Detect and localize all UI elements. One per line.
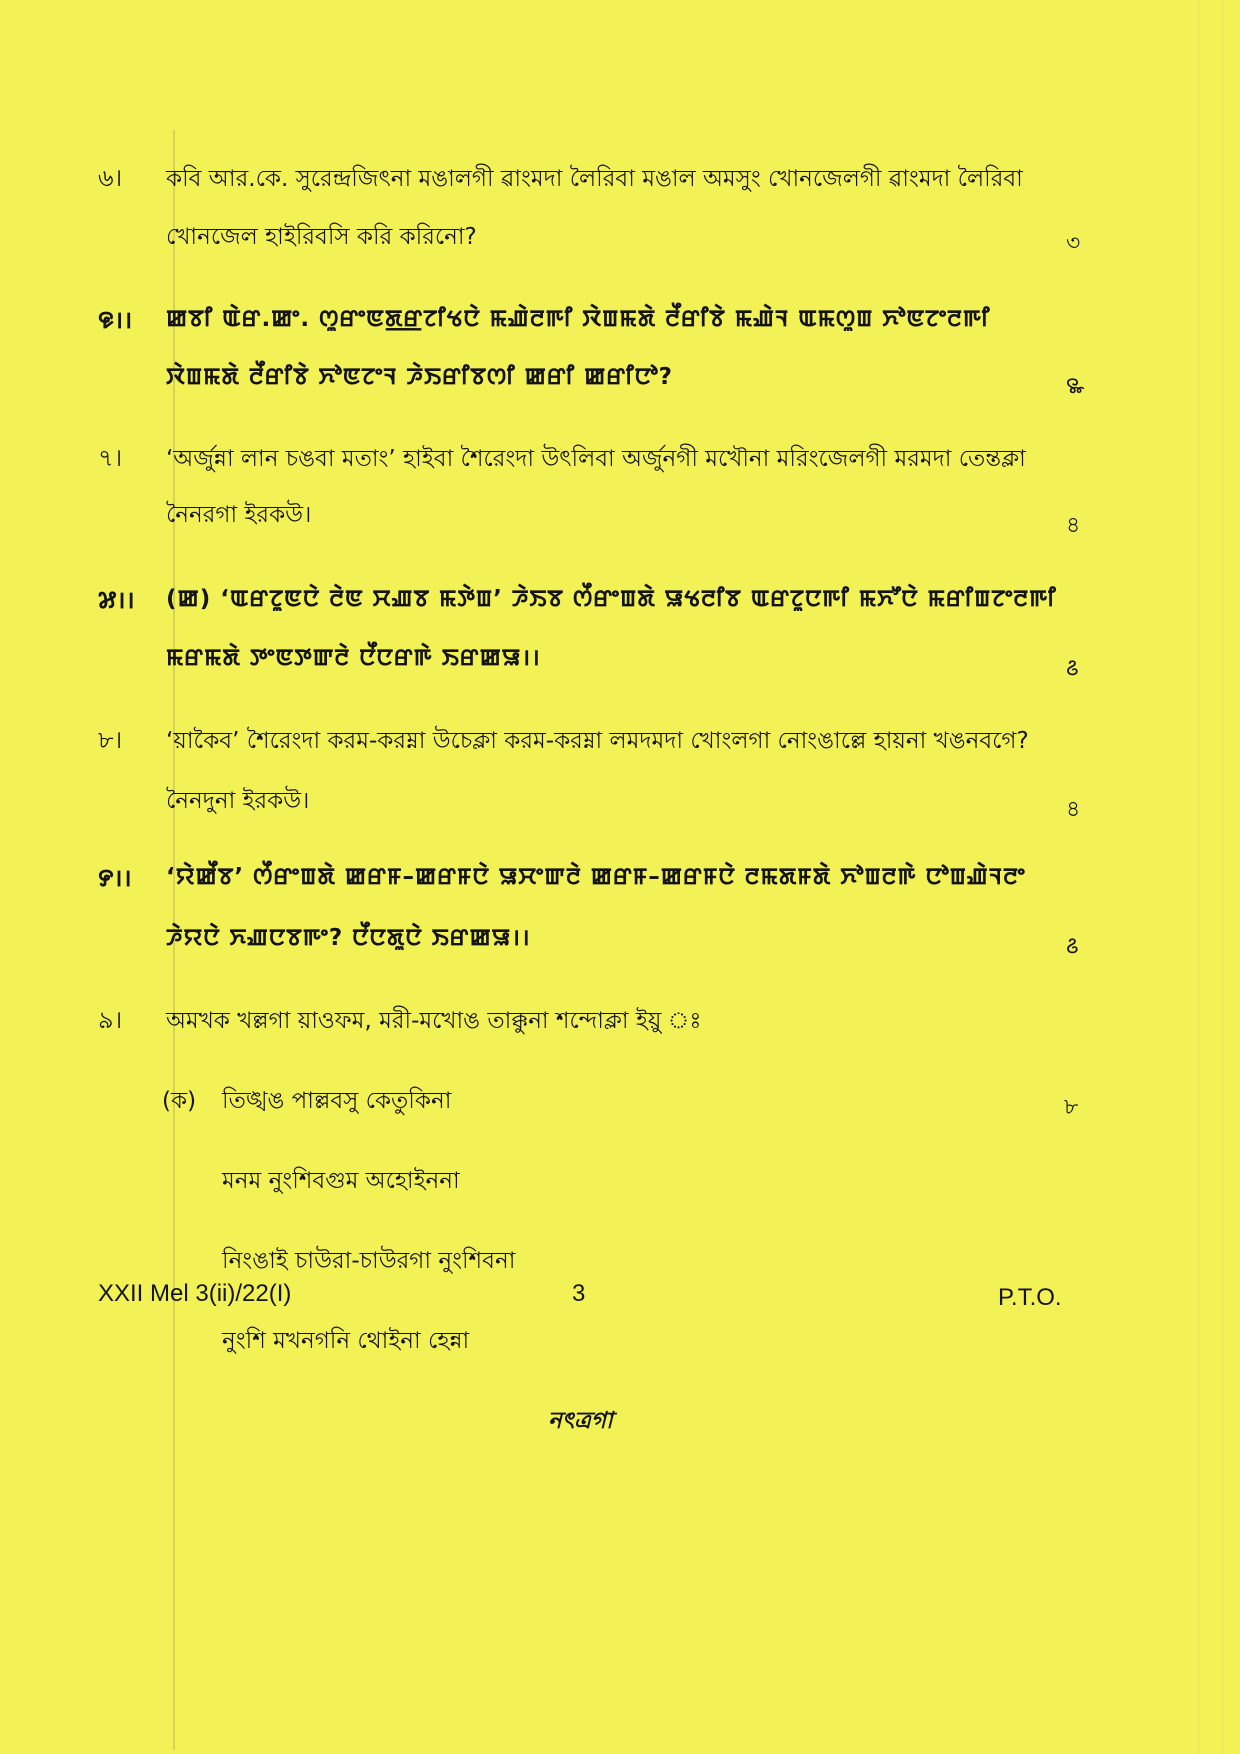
question-number: ৬। bbox=[98, 164, 123, 192]
footer-code: XXII Mel 3(ii)/22(I) bbox=[98, 1280, 292, 1307]
question-line: ‘অর্জুন্না লান চঙবা মতাং’ হাইবা শৈরেংদা উৎলিবা অর্জুনগী মখৌনা মরিংজেলগী মরমদা তেন্তক্লা bbox=[166, 446, 1026, 472]
bleed-through-line bbox=[1198, 0, 1199, 1754]
question-number: ꯸।। bbox=[98, 864, 132, 892]
question-line: ꯀꯕꯤ ꯑꯥꯔ.ꯀꯦ. ꯁꯨꯔꯦꯟꯗ꯭ꯔꯖꯤꯠꯅꯥ ꯃꯉꯥꯂꯒꯤ ꯋꯥꯡꯃꯗꯥ ꯂꯩꯔꯤꯕꯥ ꯃꯉꯥꯜ ꯑꯃꯁꯨꯡ ꯈꯣꯟꯖꯦꯂꯒꯤ bbox=[166, 306, 991, 332]
question-number: ꯷।। bbox=[98, 586, 135, 614]
question-marks: ꯳ bbox=[1066, 374, 1085, 399]
question-line: (ꯀ) ‘ꯑꯔꯖꯨꯟꯅꯥ ꯂꯥꯟ ꯆꯉꯕ ꯃꯇꯥꯡ’ ꯍꯥꯏꯕ ꯁꯩꯔꯦꯡꯗꯥ ꯎꯠꯂꯤꯕ ꯑꯔꯖꯨꯅꯒꯤ ꯃꯈꯧꯅꯥ ꯃꯔꯤꯡꯖꯦꯂꯒꯤ bbox=[166, 586, 1057, 612]
question-number: ৭। bbox=[98, 444, 123, 472]
question-line: ‘ꯌꯥꯀꯩꯕ’ ꯁꯩꯔꯦꯡꯗꯥ ꯀꯔꯝ–ꯀꯔꯝꯅꯥ ꯎꯆꯦꯛꯂꯥ ꯀꯔꯝ–ꯀꯔꯝꯅꯥ ꯂꯃꯗꯝꯗꯥ ꯈꯣꯡꯂꯒꯥ ꯅꯣꯡꯉꯥꯜꯂꯦ bbox=[166, 864, 1026, 890]
poem-line: নুংশি মখনগনি থোইনা হেন্না bbox=[222, 1328, 470, 1354]
poem-label: (ক) bbox=[162, 1088, 197, 1114]
question-line: অমখক খল্লগা য়াওফম, মরী-মখোঙ তাক্কুনা শন্দোক্লা ইয়ু ঃ bbox=[166, 1008, 702, 1034]
question-number: ৮। bbox=[98, 726, 123, 754]
question-marks: ৪ bbox=[1066, 797, 1081, 822]
question-line: ꯍꯥꯌꯅꯥ ꯈꯉꯅꯕꯒꯦ? ꯅꯩꯅꯗꯨꯅꯥ ꯏꯔꯀꯎ।। bbox=[166, 925, 531, 951]
bleed-through-line bbox=[1222, 0, 1223, 1754]
question-line: খোনজেল হাইরিবসি করি করিনো? bbox=[166, 224, 477, 250]
question-marks: ꯴ bbox=[1066, 934, 1079, 959]
question-marks: ৪ bbox=[1066, 513, 1081, 538]
end-mark: নৎত্রগা bbox=[548, 1408, 613, 1434]
question-line: নৈনদুনা ইরকউ। bbox=[166, 788, 310, 814]
question-marks: ৩ bbox=[1066, 231, 1081, 256]
poem-line: মনম নুংশিবগুম অহোইননা bbox=[222, 1168, 460, 1194]
question-number: ৯। bbox=[98, 1006, 123, 1034]
question-marks: ꯴ bbox=[1066, 656, 1079, 681]
question-line: ‘য়াকৈব’ শৈরেংদা করম-করম্না উচেক্লা করম-করম্না লমদমদা খোংলগা নোংঙাল্লে হায়না খঙনবগে? bbox=[166, 728, 1029, 754]
question-line: ꯋꯥꯡꯃꯗꯥ ꯂꯩꯔꯤꯕꯥ ꯈꯣꯟꯖꯦꯜ ꯍꯥꯏꯔꯤꯕꯁꯤ ꯀꯔꯤ ꯀꯔꯤꯅꯣ? bbox=[166, 364, 673, 390]
question-number: ꯶।। bbox=[98, 306, 133, 334]
poem-line: তিঙ্খঙ পাল্লবসু কেতুকিনা bbox=[222, 1088, 452, 1114]
question-line: নৈনরগা ইরকউ। bbox=[166, 502, 312, 528]
question-line: ꯃꯔꯃꯗꯥ ꯇꯦꯟꯇꯛꯂꯥ ꯅꯩꯅꯔꯒꯥ ꯏꯔꯀꯎ।। bbox=[166, 645, 541, 671]
poem-marks: ৮ bbox=[1064, 1095, 1079, 1120]
footer-page-number: 3 bbox=[572, 1280, 586, 1307]
poem-line: নিংঙাই চাউরা-চাউরগা নুংশিবনা bbox=[222, 1248, 516, 1274]
question-line: কবি আর.কে. সুরেন্দ্রজিৎনা মঙালগী ৱাংমদা লৈরিবা মঙাল অমসুং খোনজেলগী ৱাংমদা লৈরিবা bbox=[166, 166, 1023, 192]
footer-pto: P.T.O. bbox=[998, 1284, 1062, 1311]
